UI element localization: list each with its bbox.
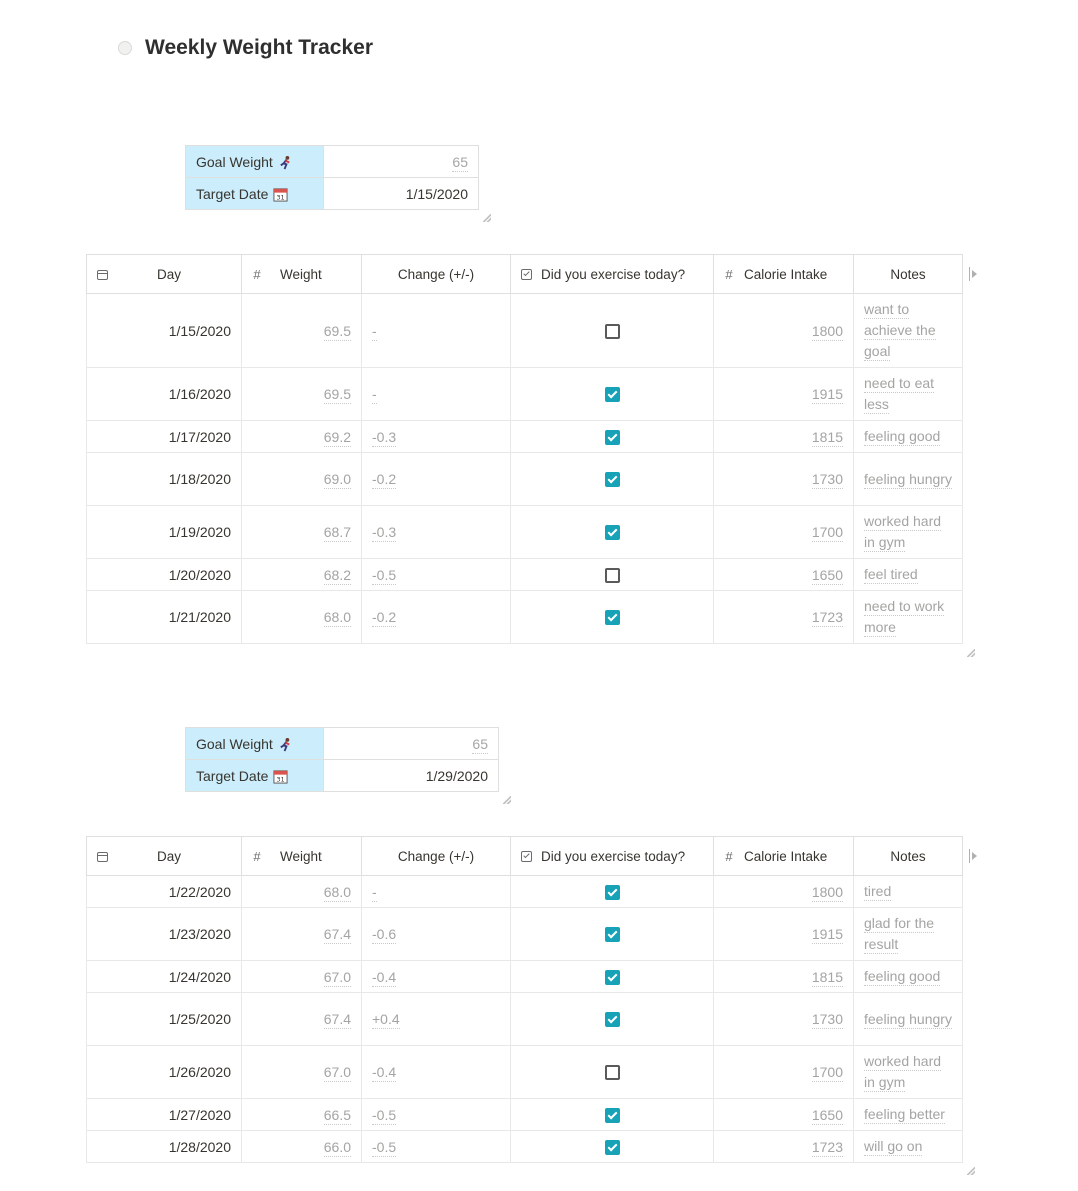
table-row [87, 453, 963, 506]
number-icon: # [253, 266, 261, 282]
checkbox-icon [519, 267, 533, 282]
change-cell[interactable]: -0.3 [362, 506, 511, 559]
exercise-cell [511, 961, 714, 993]
column-header-calories[interactable]: # Calorie Intake [714, 837, 854, 876]
target-date-label: Target Date [196, 185, 269, 202]
column-header-weight[interactable]: # Weight [242, 837, 362, 876]
exercise-checkbox[interactable] [605, 970, 620, 985]
notes-cell[interactable]: want to achieve the goal [854, 294, 963, 368]
notes-cell[interactable]: will go on [854, 1131, 963, 1163]
checkbox-icon [519, 849, 533, 864]
exercise-cell [511, 559, 714, 591]
calendar-icon [95, 849, 109, 864]
column-header-notes[interactable]: Notes [854, 255, 963, 294]
column-header-calories[interactable]: # Calorie Intake [714, 255, 854, 294]
calorie-cell[interactable]: 1730 [714, 453, 854, 506]
exercise-checkbox[interactable] [605, 324, 620, 339]
exercise-checkbox[interactable] [605, 1140, 620, 1155]
notes-cell[interactable]: feeling good [854, 961, 963, 993]
exercise-checkbox[interactable] [605, 568, 620, 583]
calendar-emoji-icon [273, 769, 288, 784]
exercise-checkbox[interactable] [605, 885, 620, 900]
change-cell[interactable]: -0.4 [362, 1046, 511, 1099]
table-row [87, 1131, 963, 1163]
weight-cell[interactable]: 66.0 [242, 1131, 362, 1163]
exercise-cell [511, 421, 714, 453]
exercise-checkbox[interactable] [605, 387, 620, 402]
svg-text:31: 31 [276, 775, 286, 784]
exercise-cell [511, 368, 714, 421]
exercise-cell [511, 876, 714, 908]
exercise-cell [511, 1131, 714, 1163]
page-icon[interactable] [118, 41, 132, 55]
table-row [87, 368, 963, 421]
day-cell[interactable]: 1/19/2020 [87, 506, 242, 559]
column-header-notes[interactable]: Notes [854, 837, 963, 876]
calendar-icon [95, 267, 109, 282]
calorie-cell[interactable]: 1815 [714, 421, 854, 453]
goal-row-date [186, 760, 499, 792]
number-icon: # [725, 266, 733, 282]
notes-cell[interactable]: tired [854, 876, 963, 908]
page-title[interactable]: Weekly Weight Tracker [145, 36, 373, 59]
table-row [87, 908, 963, 961]
exercise-checkbox[interactable] [605, 472, 620, 487]
notes-cell[interactable]: feeling good [854, 421, 963, 453]
table-row [87, 876, 963, 908]
calorie-cell[interactable]: 1915 [714, 368, 854, 421]
change-cell[interactable]: +0.4 [362, 993, 511, 1046]
notes-cell[interactable]: feel tired [854, 559, 963, 591]
day-cell[interactable]: 1/15/2020 [87, 294, 242, 368]
notes-cell[interactable]: feeling hungry [854, 993, 963, 1046]
resize-handle-icon[interactable] [503, 796, 511, 804]
exercise-cell [511, 908, 714, 961]
day-cell[interactable]: 1/24/2020 [87, 961, 242, 993]
change-cell[interactable]: -0.2 [362, 591, 511, 644]
calorie-cell[interactable]: 1800 [714, 876, 854, 908]
notes-cell[interactable]: worked hard in gym [854, 1046, 963, 1099]
table-header-row [87, 837, 963, 876]
target-date-label: Target Date [196, 767, 269, 784]
goal-weight-value[interactable]: 65 [324, 146, 479, 178]
table-body [87, 294, 963, 644]
day-cell[interactable]: 1/23/2020 [87, 908, 242, 961]
table-row [87, 421, 963, 453]
weight-cell[interactable]: 69.5 [242, 294, 362, 368]
goal-weight-label: Goal Weight [196, 153, 273, 170]
day-cell[interactable]: 1/16/2020 [87, 368, 242, 421]
exercise-cell [511, 1046, 714, 1099]
exercise-checkbox[interactable] [605, 1108, 620, 1123]
calorie-cell[interactable]: 1650 [714, 1099, 854, 1131]
notes-cell[interactable]: feeling hungry [854, 453, 963, 506]
calorie-cell[interactable]: 1723 [714, 1131, 854, 1163]
change-cell[interactable]: -0.4 [362, 961, 511, 993]
table-row [87, 1046, 963, 1099]
target-date-value[interactable]: 1/15/2020 [324, 178, 479, 210]
day-cell[interactable]: 1/27/2020 [87, 1099, 242, 1131]
weight-cell[interactable]: 68.0 [242, 591, 362, 644]
weight-cell[interactable]: 66.5 [242, 1099, 362, 1131]
goal-row-weight [186, 728, 499, 760]
change-cell[interactable]: - [362, 294, 511, 368]
calorie-cell[interactable]: 1700 [714, 506, 854, 559]
change-cell[interactable]: - [362, 876, 511, 908]
notes-cell[interactable]: worked hard in gym [854, 506, 963, 559]
change-cell[interactable]: -0.5 [362, 1131, 511, 1163]
table-row [87, 506, 963, 559]
day-cell[interactable]: 1/20/2020 [87, 559, 242, 591]
day-cell[interactable]: 1/21/2020 [87, 591, 242, 644]
calorie-cell[interactable]: 1915 [714, 908, 854, 961]
day-cell[interactable]: 1/18/2020 [87, 453, 242, 506]
weight-cell[interactable]: 68.0 [242, 876, 362, 908]
table-body [87, 876, 963, 1163]
day-cell[interactable]: 1/17/2020 [87, 421, 242, 453]
goal-table [185, 727, 499, 792]
weight-table [86, 836, 963, 1163]
exercise-cell [511, 453, 714, 506]
weight-cell[interactable]: 67.4 [242, 908, 362, 961]
runner-emoji-icon [278, 737, 293, 752]
goal-weight-label-cell[interactable] [186, 146, 324, 178]
column-header-change[interactable]: Change (+/-) [362, 255, 511, 294]
column-header-day[interactable]: Day [87, 255, 242, 294]
exercise-cell [511, 294, 714, 368]
calorie-cell[interactable]: 1800 [714, 294, 854, 368]
day-cell[interactable]: 1/25/2020 [87, 993, 242, 1046]
column-header-weight[interactable]: # Weight [242, 255, 362, 294]
weight-cell[interactable]: 67.0 [242, 1046, 362, 1099]
resize-handle-icon[interactable] [967, 1167, 975, 1175]
notes-cell[interactable]: feeling better [854, 1099, 963, 1131]
notes-cell[interactable]: glad for the result [854, 908, 963, 961]
exercise-cell [511, 993, 714, 1046]
calendar-emoji-icon [273, 187, 288, 202]
table-row [87, 993, 963, 1046]
resize-handle-icon[interactable] [967, 649, 975, 657]
weight-cell[interactable]: 67.0 [242, 961, 362, 993]
exercise-checkbox[interactable] [605, 1065, 620, 1080]
calorie-cell[interactable]: 1700 [714, 1046, 854, 1099]
runner-emoji-icon [278, 155, 293, 170]
goal-row-weight [186, 146, 479, 178]
weight-cell[interactable]: 69.2 [242, 421, 362, 453]
exercise-checkbox[interactable] [605, 525, 620, 540]
weight-table [86, 254, 963, 644]
calorie-cell[interactable]: 1723 [714, 591, 854, 644]
goal-weight-label-cell[interactable] [186, 728, 324, 760]
calorie-cell[interactable]: 1650 [714, 559, 854, 591]
number-icon: # [725, 848, 733, 864]
column-header-change[interactable]: Change (+/-) [362, 837, 511, 876]
day-cell[interactable]: 1/22/2020 [87, 876, 242, 908]
exercise-cell [511, 591, 714, 644]
column-header-day[interactable]: Day [87, 837, 242, 876]
column-header-exercise[interactable]: Did you exercise today? [511, 837, 714, 876]
change-cell[interactable]: -0.5 [362, 1099, 511, 1131]
add-column-icon[interactable] [969, 267, 979, 281]
goal-weight-label: Goal Weight [196, 735, 273, 752]
day-cell[interactable]: 1/26/2020 [87, 1046, 242, 1099]
column-header-exercise[interactable]: Did you exercise today? [511, 255, 714, 294]
exercise-checkbox[interactable] [605, 927, 620, 942]
change-cell[interactable]: -0.6 [362, 908, 511, 961]
target-date-value[interactable]: 1/29/2020 [324, 760, 499, 792]
day-cell[interactable]: 1/28/2020 [87, 1131, 242, 1163]
page-header [118, 36, 373, 60]
table-row [87, 591, 963, 644]
svg-text:31: 31 [276, 193, 286, 202]
notes-cell[interactable]: need to eat less [854, 368, 963, 421]
exercise-checkbox[interactable] [605, 610, 620, 625]
exercise-checkbox[interactable] [605, 430, 620, 445]
change-cell[interactable]: -0.5 [362, 559, 511, 591]
table-row [87, 1099, 963, 1131]
add-column-icon[interactable] [969, 849, 979, 863]
weight-cell[interactable]: 69.0 [242, 453, 362, 506]
weight-cell[interactable]: 67.4 [242, 993, 362, 1046]
target-date-label-cell[interactable] [186, 760, 324, 792]
target-date-label-cell[interactable] [186, 178, 324, 210]
weight-cell[interactable]: 69.5 [242, 368, 362, 421]
resize-handle-icon[interactable] [483, 214, 491, 222]
table-row [87, 294, 963, 368]
table-row [87, 559, 963, 591]
goal-table [185, 145, 479, 210]
calorie-cell[interactable]: 1730 [714, 993, 854, 1046]
change-cell[interactable]: - [362, 368, 511, 421]
weight-cell[interactable]: 68.2 [242, 559, 362, 591]
number-icon: # [253, 848, 261, 864]
exercise-checkbox[interactable] [605, 1012, 620, 1027]
weight-cell[interactable]: 68.7 [242, 506, 362, 559]
change-cell[interactable]: -0.3 [362, 421, 511, 453]
table-header-row [87, 255, 963, 294]
calorie-cell[interactable]: 1815 [714, 961, 854, 993]
change-cell[interactable]: -0.2 [362, 453, 511, 506]
goal-weight-value[interactable]: 65 [324, 728, 499, 760]
exercise-cell [511, 1099, 714, 1131]
goal-row-date [186, 178, 479, 210]
notes-cell[interactable]: need to work more [854, 591, 963, 644]
exercise-cell [511, 506, 714, 559]
table-row [87, 961, 963, 993]
